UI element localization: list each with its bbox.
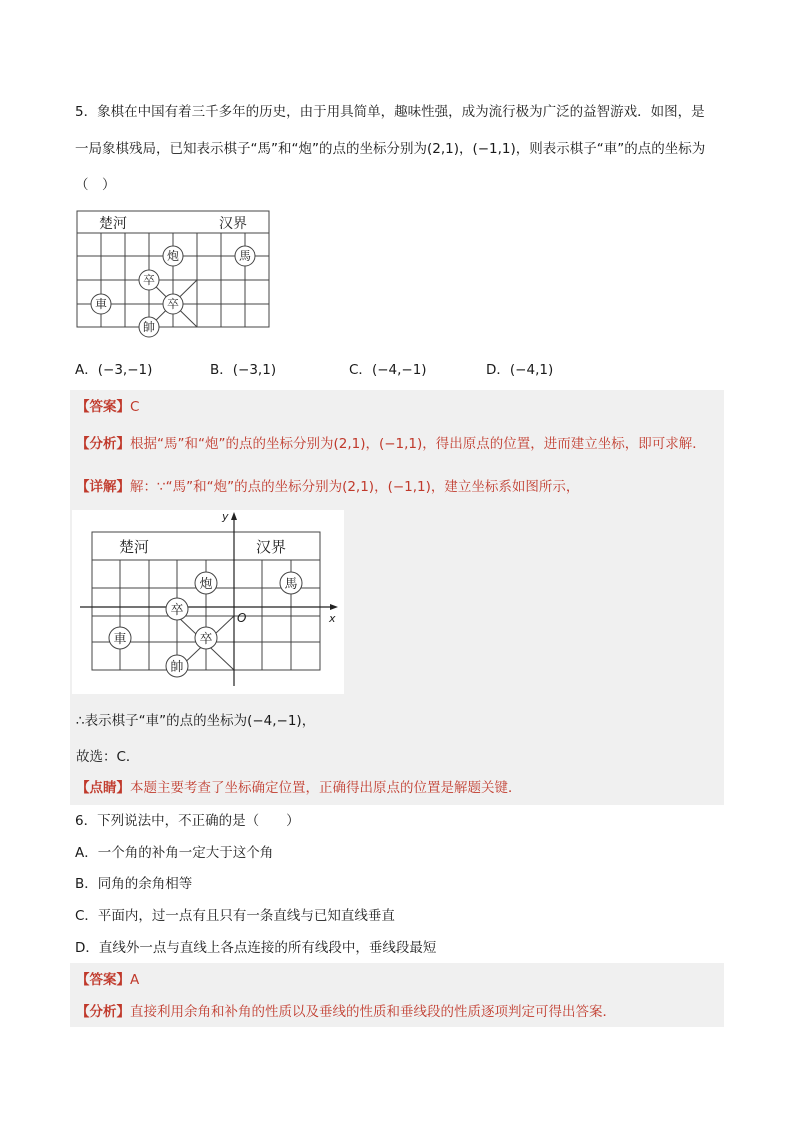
q6-option-b: B．同角的余角相等 xyxy=(75,876,193,892)
q6-option-d: D．直线外一点与直线上各点连接的所有线段中，垂线段最短 xyxy=(75,940,437,956)
piece-zu-2: 卒 xyxy=(166,297,180,311)
coord-board-label-chuhe: 楚河 xyxy=(119,538,150,556)
q5-coordinate-figure xyxy=(72,510,344,694)
q6-answer: 【答案】A xyxy=(76,972,140,988)
q5-conclusion: ∴表示棋子“車”的点的坐标为(−4,−1)， xyxy=(76,713,316,729)
q5-stem-line-3: （ ） xyxy=(75,177,116,193)
axis-y-label: y xyxy=(222,510,229,523)
q5-detail: 【详解】解：∵“馬”和“炮”的点的坐标分别为(2,1)，(−1,1)，建立坐标系如图所示， xyxy=(76,479,580,495)
q5-stem-line-2: 一局象棋残局，已知表示棋子“馬”和“炮”的点的坐标分别为(2,1)，(−1,1)，则表示棋子“車”的点的坐标为 xyxy=(75,141,706,157)
q5-solution-block xyxy=(70,390,724,805)
q5-option-c: C．(−4,−1) xyxy=(349,362,427,378)
coord-piece-ju: 車 xyxy=(113,632,127,647)
q5-analysis: 【分析】根据“馬”和“炮”的点的坐标分别为(2,1)，(−1,1)，得出原点的位置，进而建立坐标，即可求解． xyxy=(76,436,706,452)
q6-solution-block xyxy=(70,963,724,1027)
q6-option-a: A．一个角的补角一定大于这个角 xyxy=(75,845,274,861)
q5-option-b: B．(−3,1) xyxy=(210,362,277,378)
board-label-chuhe: 楚河 xyxy=(99,216,127,232)
origin-label: O xyxy=(237,611,247,625)
coord-piece-zu-1: 卒 xyxy=(170,603,184,618)
coord-board-label-hanjie: 汉界 xyxy=(256,538,287,556)
q5-choose: 故选：C． xyxy=(76,749,140,765)
coord-piece-shuai: 帥 xyxy=(170,660,184,675)
piece-pao: 炮 xyxy=(166,249,180,263)
coord-piece-ma: 馬 xyxy=(284,577,298,592)
board-label-hanjie: 汉界 xyxy=(219,216,247,232)
coord-piece-zu-2: 卒 xyxy=(199,632,213,647)
coord-piece-pao: 炮 xyxy=(199,577,213,592)
q5-answer: 【答案】C xyxy=(76,399,140,415)
q5-option-d: D．(−4,1) xyxy=(486,362,554,378)
q6-stem: 6．下列说法中，不正确的是（ ） xyxy=(75,813,300,829)
q5-comment: 【点睛】本题主要考查了坐标确定位置，正确得出原点的位置是解题关键． xyxy=(76,780,522,796)
q6-option-c: C．平面内，过一点有且只有一条直线与已知直线垂直 xyxy=(75,908,395,924)
axis-x-label: x xyxy=(329,612,336,625)
piece-ju: 車 xyxy=(94,297,108,311)
q6-analysis: 【分析】直接利用余角和补角的性质以及垂线的性质和垂线段的性质逐项判定可得出答案． xyxy=(76,1004,616,1020)
q5-option-a: A．(−3,−1) xyxy=(75,362,153,378)
q5-chess-board-figure xyxy=(74,208,274,340)
q5-stem-line-1: 5．象棋在中国有着三千多年的历史，由于用具简单，趣味性强，成为流行极为广泛的益智游戏．如图，是 xyxy=(75,104,705,120)
piece-shuai: 帥 xyxy=(142,320,156,334)
piece-zu-1: 卒 xyxy=(142,273,156,287)
piece-ma: 馬 xyxy=(238,249,252,263)
